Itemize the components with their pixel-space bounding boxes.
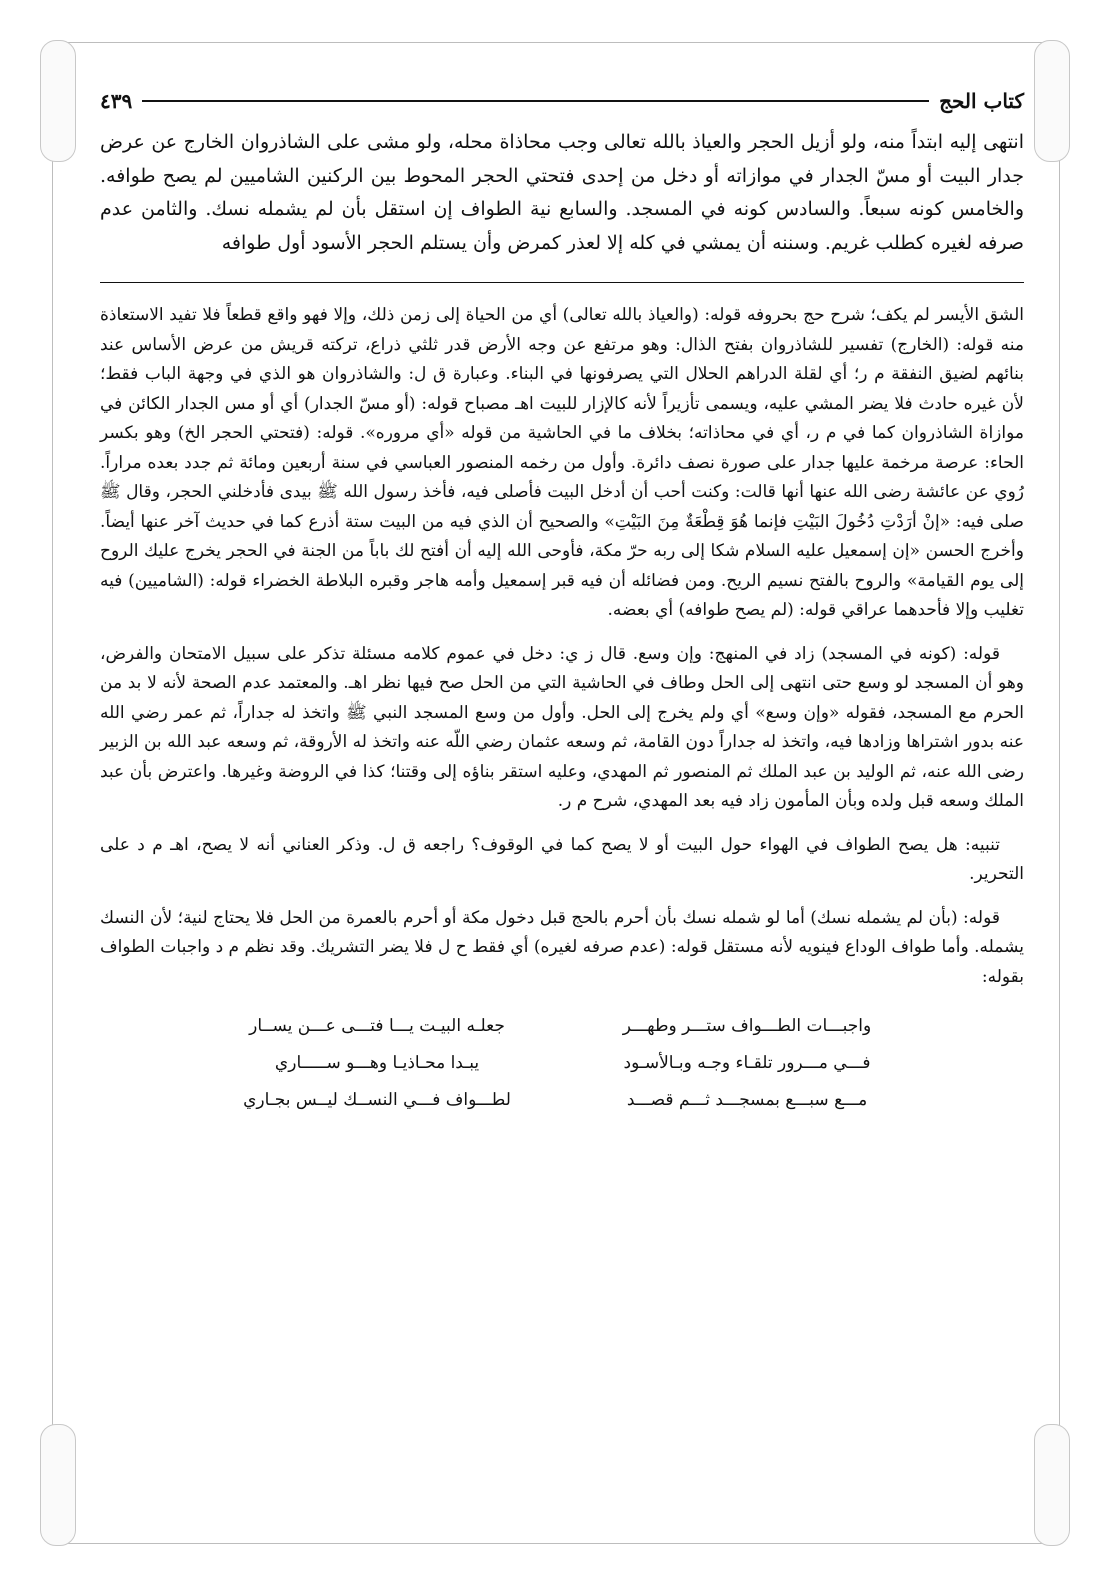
commentary-paragraph: قوله: (بأن لم يشمله نسك) أما لو شمله نسك بأن أحرم بالحج قبل دخول مكة أو أحرم بالعمرة من الحل فلا يحتاج لنية؛ لأن النسك يشمله. وأما طواف الوداع فينويه لأنه مستقل قوله: (عدم صرفه لغيره) أي فقط ح ل فلا يضر التشريك. وقد نظم م د واجبات الطواف بقوله: xyxy=(100,907,1024,987)
poem-verse xyxy=(212,1082,912,1119)
verse-first-hemistich: فـــي مـــرور تلقـاء وجـه وبـالأسـود xyxy=(623,1053,871,1073)
scroll-ornament-icon xyxy=(40,1424,76,1546)
scroll-ornament-icon xyxy=(1034,1424,1070,1546)
verse-second-hemistich: لطـــواف فـــي النســك ليــس بجـاري xyxy=(243,1090,511,1110)
verse-first-hemistich: واجبـــات الطـــواف ستـــر وطهـــر xyxy=(622,1016,872,1036)
poem-verse xyxy=(212,1045,912,1082)
poem xyxy=(212,1008,912,1119)
verse-second-hemistich: جعلـه البيـت يـــا فتـــى عـــن يســار xyxy=(249,1016,505,1036)
main-text-paragraph: انتهى إليه ابتداً منه، ولو أزيل الحجر والعياذ بالله تعالى وجب محاذاة محله، ولو مشى على الشاذروان الخارج عن عرض جدار البيت أو مسّ الجدار في موازاته أو دخل من إحدى فتحتي الحجر المحوط بين الركنين الشاميين لم يصح طوافه. والخامس كونه سبعاً. والسادس كونه في المسجد. والسابع نية الطواف إن استقل بأن لم يشمله نسك. والثامن عدم صرفه لغيره كطلب غريم. وسننه أن يمشي في كله إلا لعذر كمرض وأن يستلم الحجر الأسود أول طوافه xyxy=(100,131,1024,254)
commentary-paragraph: الشق الأيسر لم يكف؛ شرح حج بحروفه قوله: (والعياذ بالله تعالى) أي من الحياة إلى زمن ذلك، وإلا فهو واقع قطعاً فلا تفيد الاستعاذة منه قوله: (الخارج) تفسير للشاذروان بفتح الذال: وهو مرتفع عن وجه الأرض قدر ثلثي ذراع، تركته قريش من عرض الأساس عند بنائهم لضيق النفقة م ر؛ أي لقلة الدراهم الحلال التي يصرفونها في البناء. وعبارة ق ل: والشاذروان هو الذي في وجهة الباب فقط؛ لأن غيره حادث فلا يضر المشي عليه، ويسمى تأزيراً لأنه كالإزار للبيت اهـ مصباح قوله: (أو مسّ الجدار) أي أو مس الجدار الكائن في موازاة الشاذروان كما في م ر، أي في محاذاته؛ بخلاف ما في الحاشية من قوله «أي مروره». قوله: (فتحتي الحجر الخ) وهو بكسر الحاء: عرصة مرخمة عليها جدار على صورة نصف دائرة. وأول من رخمه المنصور العباسي في سنة أربعين ومائة ثم جدد بعده مراراً. رُوي عن عائشة رضى الله عنها أنها قالت: وكنت أحب أن أدخل البيت فأصلى فيه، فأخذ رسول الله ﷺ بيدى فأدخلني الحجر، وقال ﷺ صلى فيه: «إنْ أرَدْتِ دُخُولَ البَيْتِ فإنما هُوَ قِطْعَةٌ مِنَ البَيْتِ» والصحيح أن الذي فيه من البيت ستة أذرع كما في حديث آخر عنها أيضاً. وأخرج الحسن «إن إسمعيل عليه السلام شكا إلى ربه حرّ مكة، فأوحى الله إليه أن أفتح لك باباً من الجنة في الحجر يخرج عليك الروح إلى يوم القيامة» والروح بالفتح نسيم الريح. ومن فضائله أن فيه قبر إسمعيل وأمه هاجر وقبره البلاطة الخضراء قوله: (الشاميين) فيه تغليب وإلا فأحدهما عراقي قوله: (لم يصح طوافه) أي بعضه. xyxy=(100,305,1024,620)
scroll-ornament-icon xyxy=(40,40,76,162)
main-text xyxy=(100,126,1024,260)
poem-verse xyxy=(212,1008,912,1045)
commentary-paragraph: تنبيه: هل يصح الطواف في الهواء حول البيت أو لا يصح كما في الوقوف؟ راجعه ق ل. وذكر العناني أنه لا يصح، اهـ م د على التحرير. xyxy=(100,834,1024,884)
verse-second-hemistich: يبـدا محـاذيـا وهـــو ســـــاري xyxy=(274,1053,480,1073)
commentary-paragraph: قوله: (كونه في المسجد) زاد في المنهج: وإن وسع. قال ز ي: دخل في عموم كلامه مسئلة تذكر على سبيل الامتحان والفرض، وهو أن المسجد لو وسع حتى انتهى إلى الحل وطاف في الحاشية التي من الحل صح فيها نظر اهـ. والمعتمد عدم الصحة لأنه لا بد من الحرم مع المسجد، فقوله «وإن وسع» أي ولم يخرج إلى الحل. وأول من وسع المسجد النبي ﷺ واتخذ له جداراً، ثم عمر رضي الله عنه بدور اشتراها وزادها فيه، واتخذ له جداراً دون القامة، ثم وسعه عثمان رضي اللّه عنه واتخذ له الأروقة، ثم وسعه عبد الله بن الزبير رضى الله عنه، ثم الوليد بن عبد الملك ثم المنصور ثم المهدي، وعليه استقر بناؤه إلى وقتنا؛ كذا في الروضة وغيرها. واعترض بأن عبد الملك وسعه قبل ولده وبأن المأمون زاد فيه بعد المهدي، شرح م ر. xyxy=(100,643,1024,811)
chapter-title: كتاب الحج xyxy=(939,89,1024,113)
verse-first-hemistich: مـــع سبـــع بمسجـــد ثـــم قصـــد xyxy=(626,1090,868,1110)
footnote-divider xyxy=(100,282,1024,283)
header-rule xyxy=(142,100,929,102)
running-header xyxy=(100,84,1024,118)
page-number: ٤٣٩ xyxy=(100,89,133,113)
commentary xyxy=(100,301,1024,992)
book-page xyxy=(100,84,1024,1119)
scroll-ornament-icon xyxy=(1034,40,1070,162)
